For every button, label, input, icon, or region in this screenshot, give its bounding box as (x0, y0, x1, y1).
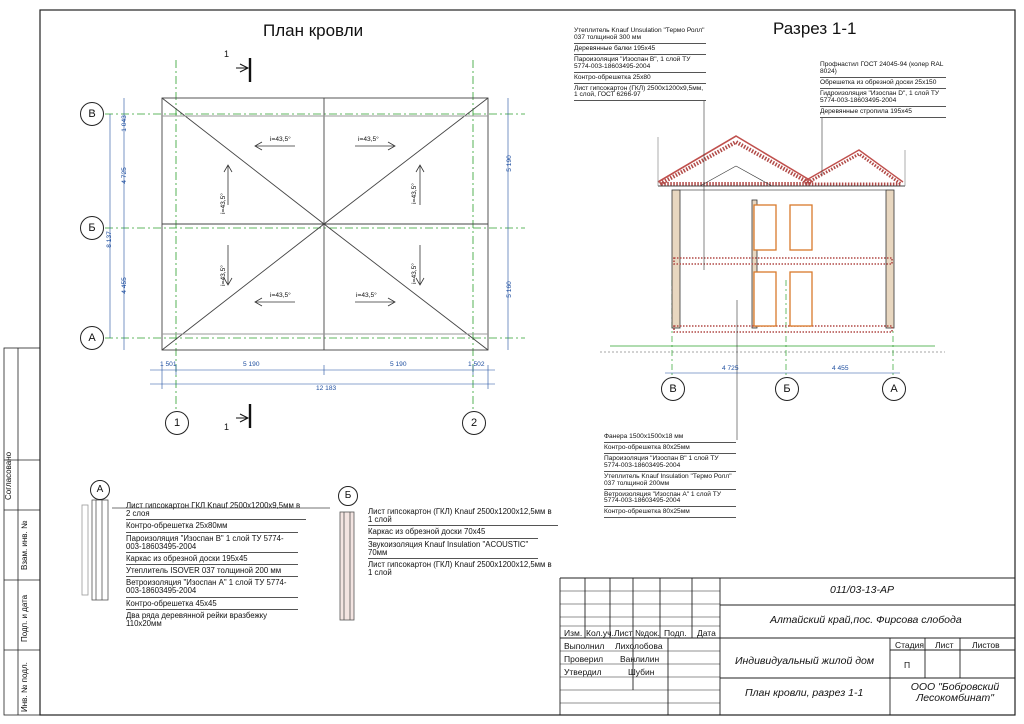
slope-label: i=43,5° (356, 292, 377, 299)
section-roof (658, 136, 905, 186)
dim-bottom: 5 190 (390, 361, 407, 368)
doc-company: ООО "Бобровский Лесокомбинат" (910, 681, 1000, 705)
callout-floor-item: Ветроизоляция "Изоспан А" 1 слой ТУ 5774-003-18603495-2004 (604, 490, 736, 508)
detail-a-item: Каркас из обрезной доски 195х45 (126, 553, 298, 565)
detail-b-list (368, 508, 558, 578)
callout-floor-item: Контро-обрешетка 80х25мм (604, 507, 736, 518)
slope-label: i=43,5° (410, 183, 418, 204)
callout-floor (604, 434, 736, 518)
detail-b-drawing (340, 512, 354, 620)
stamp-inv-podl: Инв. № подл. (20, 662, 29, 712)
callout-right-item: Профнастил ГОСТ 24045-94 (колер RAL 8024) (820, 62, 946, 78)
plan-axis-bubble-v: В (80, 102, 104, 126)
detail-a-item: Два ряда деревянной рейки вразбежку 110х20мм (126, 610, 268, 628)
roof-plan-outline (162, 98, 488, 350)
callout-right-item: Деревянные стропила 195х45 (820, 107, 946, 118)
section-dim: 4 725 (722, 365, 739, 372)
callout-left-item: Лист гипсокартон (ГКЛ) 2500х1200х9,5мм, 1 слой, ГОСТ 6266-97 (574, 84, 706, 102)
dim-right: 5 160 (505, 281, 513, 298)
callout-floor-item: Пароизоляция "Изоспан В" 1 слой ТУ 5774-003-18603495-2004 (604, 454, 736, 472)
stamp-vzam-inv: Взам. инв. № (20, 520, 29, 570)
detail-a-item: Ветроизоляция "Изоспан А" 1 слой ТУ 5774-003-18603495-2004 (126, 577, 298, 597)
detail-a-bubble: А (90, 480, 110, 500)
stamp-soglasovano: Согласовано (4, 451, 13, 500)
detail-a-item: Пароизоляция "Изоспан В" 1 слой ТУ 5774-003-18603495-2004 (126, 533, 298, 553)
stage-header: Листов (972, 640, 1000, 650)
plan-axis-lines (105, 60, 525, 412)
section-axis-bubble-b: Б (775, 377, 799, 401)
section-openings (754, 205, 812, 326)
doc-code: 011/03-13-АР (830, 584, 895, 596)
callout-right (820, 62, 946, 118)
slope-label: i=43,5° (270, 136, 291, 143)
role-label: Утвердил (564, 667, 602, 677)
section-mark-bottom: 1 (224, 422, 230, 432)
detail-b-item: Каркас из обрезной доски 70х45 (368, 526, 538, 538)
role-label: Проверил (564, 654, 604, 664)
slope-label: i=43,5° (358, 136, 379, 143)
callout-floor-item: Фанера 1500х1500х18 мм (604, 434, 736, 443)
plan-title: План кровли (263, 21, 364, 40)
dim-right: 5 190 (505, 155, 513, 172)
callout-left-item: Контро-обрешетка 25х80 (574, 73, 706, 84)
callout-left-item: Деревянные балки 195х45 (574, 44, 706, 55)
callout-left-item: Утеплитель Knauf Unsulation "Термо Ролл" 037 толщиной 300 мм (574, 28, 706, 44)
dim-total: 12 183 (316, 385, 337, 392)
section-axis-bubble-a: А (882, 377, 906, 401)
detail-b-item: Звукоизоляция Knauf Insulation "ACOUSTIC" 70мм (368, 539, 538, 559)
slope-label: i=43,5° (410, 263, 418, 284)
slope-label: i=43,5° (219, 193, 227, 214)
section-walls (672, 190, 894, 328)
detail-a-item: Утеплитель ISOVER 037 толщиной 200 мм (126, 565, 298, 577)
plan-axis-bubble-a: А (80, 326, 104, 350)
callout-right-item: Гидроизоляция "Изоспан D", 1 слой ТУ 5774-003-18603495-2004 (820, 89, 946, 107)
section-title: Разрез 1-1 (773, 19, 857, 38)
col-header: №док. (635, 628, 660, 638)
section-axis-lines (672, 280, 893, 378)
detail-b-bubble: Б (338, 486, 358, 506)
plan-axis-bubble-b: Б (80, 216, 104, 240)
detail-a-item: Контро-обрешетка 25х80мм (126, 520, 298, 532)
section-slabs (674, 190, 892, 332)
section-mark-top: 1 (224, 49, 230, 59)
section-dim: 4 455 (832, 365, 849, 372)
dim-left: 4 725 (120, 167, 128, 184)
stage-header: Лист (935, 640, 954, 650)
col-header: Дата (697, 628, 716, 638)
plan-dimension-lines (110, 98, 508, 389)
slope-label: i=43,5° (219, 265, 227, 286)
stamp-podp-data: Подп. и дата (20, 594, 29, 642)
dim-left: 1 043 (120, 115, 128, 132)
person-name: Лихолобова (615, 641, 663, 651)
section-cut-marks (236, 58, 250, 428)
callout-left (574, 28, 706, 101)
callout-left-item: Пароизоляция "Изоспан В", 1 слой ТУ 5774-003-18603495-2004 (574, 55, 706, 73)
stage-header: Стадия (895, 640, 924, 650)
callout-floor-item: Контро-обрешетка 80х25мм (604, 443, 736, 454)
person-name: Ванлилин (620, 654, 660, 664)
callout-floor-item: Утеплитель Knauf Insulation "Термо Ролл" 037 толщиной 200мм (604, 472, 736, 490)
dim-bottom: 1 502 (468, 361, 485, 368)
stage-value: П (904, 660, 911, 670)
col-header: Лист (614, 628, 633, 638)
col-header: Кол.уч. (586, 628, 614, 638)
doc-sheet-name: План кровли, разрез 1-1 (745, 687, 864, 699)
section-axis-bubble-v: В (661, 377, 685, 401)
slope-label: i=43,5° (270, 292, 291, 299)
role-label: Выполнил (564, 641, 605, 651)
dim-bottom: 5 190 (243, 361, 260, 368)
person-name: Шубин (628, 667, 655, 677)
detail-b-item: Лист гипсокартон (ГКЛ) Knauf 2500х1200х12,5мм в 1 слой (368, 559, 552, 578)
doc-location: Алтайский край,пос. Фирсова слобода (770, 614, 962, 626)
detail-a-item: Контро-обрешетка 45х45 (126, 598, 298, 610)
detail-a-list (126, 501, 301, 629)
callout-right-item: Обрешетка из обрезной доски 25х150 (820, 78, 946, 89)
dim-left: 4 455 (120, 277, 128, 294)
plan-axis-bubble-1: 1 (165, 411, 189, 435)
plan-axis-bubble-2: 2 (462, 411, 486, 435)
dim-left: 8 137 (105, 231, 113, 248)
dim-bottom: 1 501 (160, 361, 177, 368)
col-header: Изм. (564, 628, 583, 638)
detail-b-item: Лист гипсокартон (ГКЛ) Knauf 2500х1200х12,5мм в 1 слой (368, 508, 558, 526)
col-header: Подп. (664, 628, 687, 638)
doc-object: Индивидуальный жилой дом (735, 655, 875, 667)
detail-a-item: Лист гипсокартон ГКЛ Knauf 2500х1200х9,5мм в 2 слоя (126, 502, 306, 520)
